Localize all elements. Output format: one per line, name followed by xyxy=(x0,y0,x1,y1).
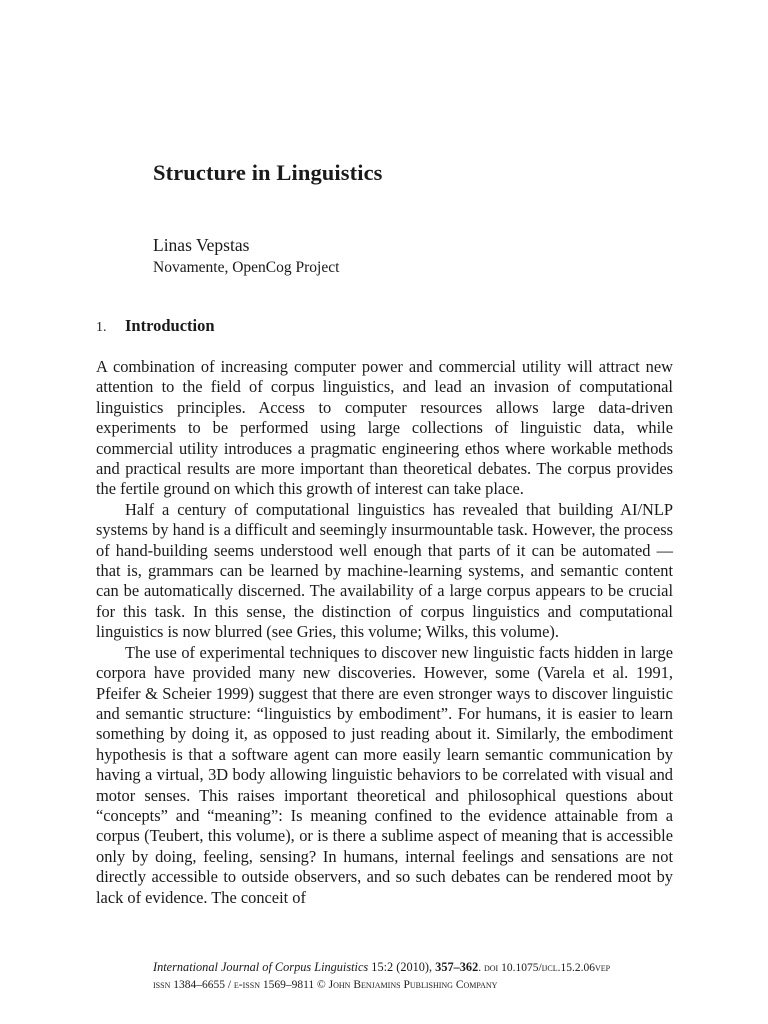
section-title: Introduction xyxy=(125,316,215,335)
author-name: Linas Vepstas xyxy=(153,235,250,255)
article-title: Structure in Linguistics xyxy=(153,160,383,185)
footer-citation-line xyxy=(153,959,673,977)
journal-volume: 15:2 (2010), xyxy=(371,960,433,974)
paragraph-2: Half a century of computational linguistics has revealed that building AI/NLP systems by hand is a difficult and seemingly insurmountable task. However, the process of hand-building seems understood well enough that parts of it can be automated — that is, grammars can be learned by machine-learning systems, and semantic content can be automatically discerned. The availability of a large corpus appears to be crucial for this task. In this sense, the distinction of corpus linguistics and computational linguistics is now blurred (see Gries, this volume; Wilks, this volume). xyxy=(96,499,673,642)
doi: . doi 10.1075/ijcl.15.2.06vep xyxy=(478,962,611,974)
section-number: 1. xyxy=(96,320,107,335)
body-text xyxy=(96,357,673,908)
section-heading xyxy=(96,316,215,336)
paragraph-1: A combination of increasing computer power and commercial utility will attract new attention to the field of corpus linguistics, and lead an invasion of computational linguistics principles. Access to computer resources allows large data-driven experiments to be performed using large collections of linguistic data, while commercial utility introduces a pragmatic engineering ethos where workable methods and practical results are more important than theoretical debates. The corpus provides the fertile ground on which this growth of interest can take place. xyxy=(96,357,673,499)
author-affiliation: Novamente, OpenCog Project xyxy=(153,259,340,276)
journal-name: International Journal of Corpus Linguistics xyxy=(153,960,369,974)
issn-copyright: issn 1384–6655 / e-issn 1569–9811 © John Benjamins Publishing Company xyxy=(153,978,498,991)
paragraph-3: The use of experimental techniques to discover new linguistic facts hidden in large corpora have provided many new discoveries. However, some (Varela et al. 1991, Pfeifer & Scheier 1999) suggest that there are even stronger ways to discover linguistic and semantic structure: “linguistics by embodiment”. For humans, it is easier to learn something by doing it, as opposed to just reading about it. Similarly, the embodiment hypothesis is that a software agent can more easily learn semantic communication by having a virtual, 3D body allowing linguistic behaviors to be correlated with visual and motor senses. This raises important theoretical and philosophical questions about “concepts” and “meaning”: Is meaning confined to the evidence attainable from a corpus (Teubert, this volume), or is there a sublime aspect of meaning that is accessible only by doing, feeling, sensing? In humans, internal feelings and sensations are not directly accessible to outside observers, and so such debates can be rendered moot by lack of evidence. The conceit of xyxy=(96,642,673,907)
page-range: 357–362 xyxy=(435,960,479,974)
page-footer xyxy=(153,959,673,993)
